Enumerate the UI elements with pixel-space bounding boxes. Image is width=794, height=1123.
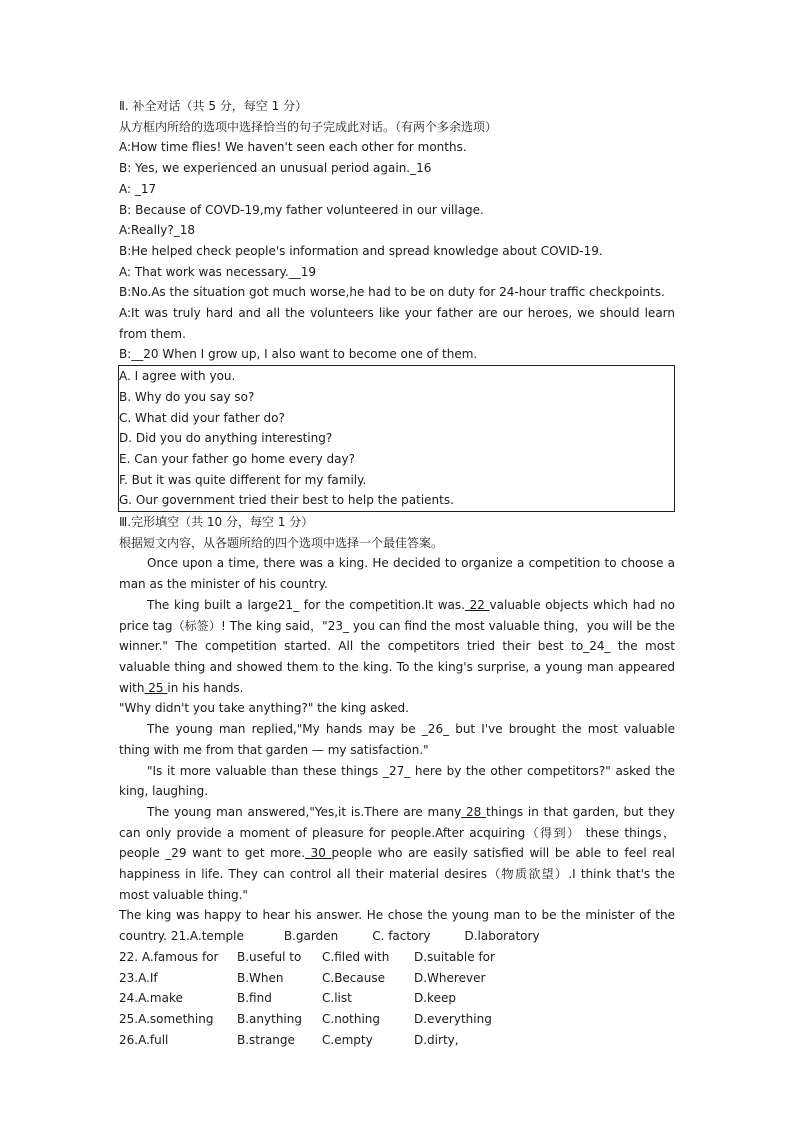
choice-c: C.filed with xyxy=(322,949,390,964)
passage-text: valuable objects which had no price tag（标签）! The king said，"23_ you can find the most valuable thing，you will be the winner." The competition started. All the competitors tried their best to_24_ the most valuable thing and showed them to the king. To the king's surprise, a young man appeared with xyxy=(119,597,675,695)
dialogue-line: B:No.As the situation got much worse,he had to be on duty for 24-hour traffic checkpoints. xyxy=(119,285,665,300)
choice-row xyxy=(119,1009,675,1030)
dialogue-line: A:How time flies! We haven't seen each other for months. xyxy=(119,140,467,155)
option-item: C. What did your father do? xyxy=(119,410,285,425)
choice-d: D.Wherever xyxy=(414,970,486,985)
dialogue-line: A:Really?_18 xyxy=(119,223,195,238)
section-2-title: Ⅱ. 补全对话（共 5 分，每空 1 分） xyxy=(119,99,308,113)
choice-c: C.empty xyxy=(322,1032,373,1047)
passage-paragraph xyxy=(119,802,675,906)
choice-a: 26.A.full xyxy=(119,1032,169,1047)
choice-a: 25.A.something xyxy=(119,1011,214,1026)
passage-text: The king was happy to hear his answer. He chose the young man to be the minister of the country. xyxy=(119,908,675,944)
choice-row xyxy=(119,968,675,989)
choice-row xyxy=(119,947,675,968)
dialogue-line: A:It was truly hard and all the volunteers like your father are our heroes, we should learn from them. xyxy=(119,306,675,341)
passage-paragraph: "Is it more valuable than these things _27_ here by the other competitors?" asked the king, laughing. xyxy=(119,763,675,799)
exam-page xyxy=(119,96,675,1050)
choice-d: D.suitable for xyxy=(414,949,495,964)
options-box xyxy=(118,365,675,512)
choice-c: C.Because xyxy=(322,970,385,985)
dialogue-line: B: Because of COVD-19,my father volunteered in our village. xyxy=(119,202,484,217)
choice-c: C.nothing xyxy=(322,1011,381,1026)
passage-text: people who are easily satisfied will be able to feel real happiness in life. They can control all their material desires（物质欲望）.I think that's the most valuable thing." xyxy=(119,846,675,902)
option-item: D. Did you do anything interesting? xyxy=(119,431,333,446)
dialogue-line: B: Yes, we experienced an unusual period again._16 xyxy=(119,161,432,176)
option-item: F. But it was quite different for my family. xyxy=(119,472,367,487)
blank-28: 28 xyxy=(461,804,487,819)
section-3-title: Ⅲ.完形填空（共 10 分，每空 1 分） xyxy=(119,515,314,530)
passage-paragraph: The young man replied,"My hands may be _26_ but I've brought the most valuable thing with me from that garden — my satisfaction." xyxy=(119,722,675,757)
choice-row xyxy=(119,1030,675,1051)
option-item: B. Why do you say so? xyxy=(119,389,255,404)
choice-b: B.anything xyxy=(237,1011,302,1026)
choice-21-b: B.garden xyxy=(283,929,339,944)
blank-22: 22 xyxy=(464,597,490,612)
section-3-instruction: 根据短文内容，从各题所给的四个选项中选择一个最佳答案。 xyxy=(119,535,444,550)
choice-b: B.useful to xyxy=(237,949,302,964)
choice-c: C.list xyxy=(322,991,352,1006)
option-item: A. I agree with you. xyxy=(119,369,236,384)
choice-a: 23.A.If xyxy=(119,970,158,985)
option-item: E. Can your father go home every day? xyxy=(119,451,355,466)
choice-d: D.dirty, xyxy=(414,1032,459,1047)
choice-a: 24.A.make xyxy=(119,991,183,1006)
passage-text: things in that garden, but they can only provide a moment of pleasure for people.After acquiring（得到） these things，people _29 want to get more. xyxy=(119,804,675,861)
choice-d: D.keep xyxy=(414,991,456,1006)
dialogue-line: B:He helped check people's information and spread knowledge about COVID-19. xyxy=(119,243,603,258)
choice-a: 22. A.famous for xyxy=(119,949,219,964)
blank-30: 30 xyxy=(305,846,332,861)
blank-25: 25 xyxy=(144,680,168,695)
passage-paragraph: Once upon a time, there was a king. He decided to organize a competition to choose a man as the minister of his country. xyxy=(119,556,675,592)
passage-text: The young man answered,"Yes,it is.There are many xyxy=(147,804,462,819)
passage-paragraph: "Why didn't you take anything?" the king asked. xyxy=(119,701,409,716)
section-2-instruction: 从方框内所给的选项中选择恰当的句子完成此对话。（有两个多余选项） xyxy=(119,119,498,134)
dialogue xyxy=(119,137,675,365)
choice-row xyxy=(119,988,675,1009)
dialogue-line: A: _17 xyxy=(119,181,157,196)
dialogue-line: B:__20 When I grow up, I also want to become one of them. xyxy=(119,347,478,362)
choice-21-a: 21.A.temple xyxy=(170,929,244,944)
choice-21-d: D.laboratory xyxy=(464,929,540,944)
passage-paragraph xyxy=(119,905,675,946)
choice-21-c: C. factory xyxy=(372,929,431,944)
option-item: G. Our government tried their best to help the patients. xyxy=(119,493,454,508)
choice-b: B.When xyxy=(237,970,284,985)
choice-d: D.everything xyxy=(414,1011,492,1026)
passage-text: The king built a large21_ for the competition.It was. xyxy=(147,597,465,612)
passage-paragraph xyxy=(119,595,675,699)
dialogue-line: A: That work was necessary.__19 xyxy=(119,264,316,279)
passage-text: in his hands. xyxy=(167,680,244,695)
choice-b: B.find xyxy=(237,991,272,1006)
choice-b: B.strange xyxy=(237,1032,295,1047)
